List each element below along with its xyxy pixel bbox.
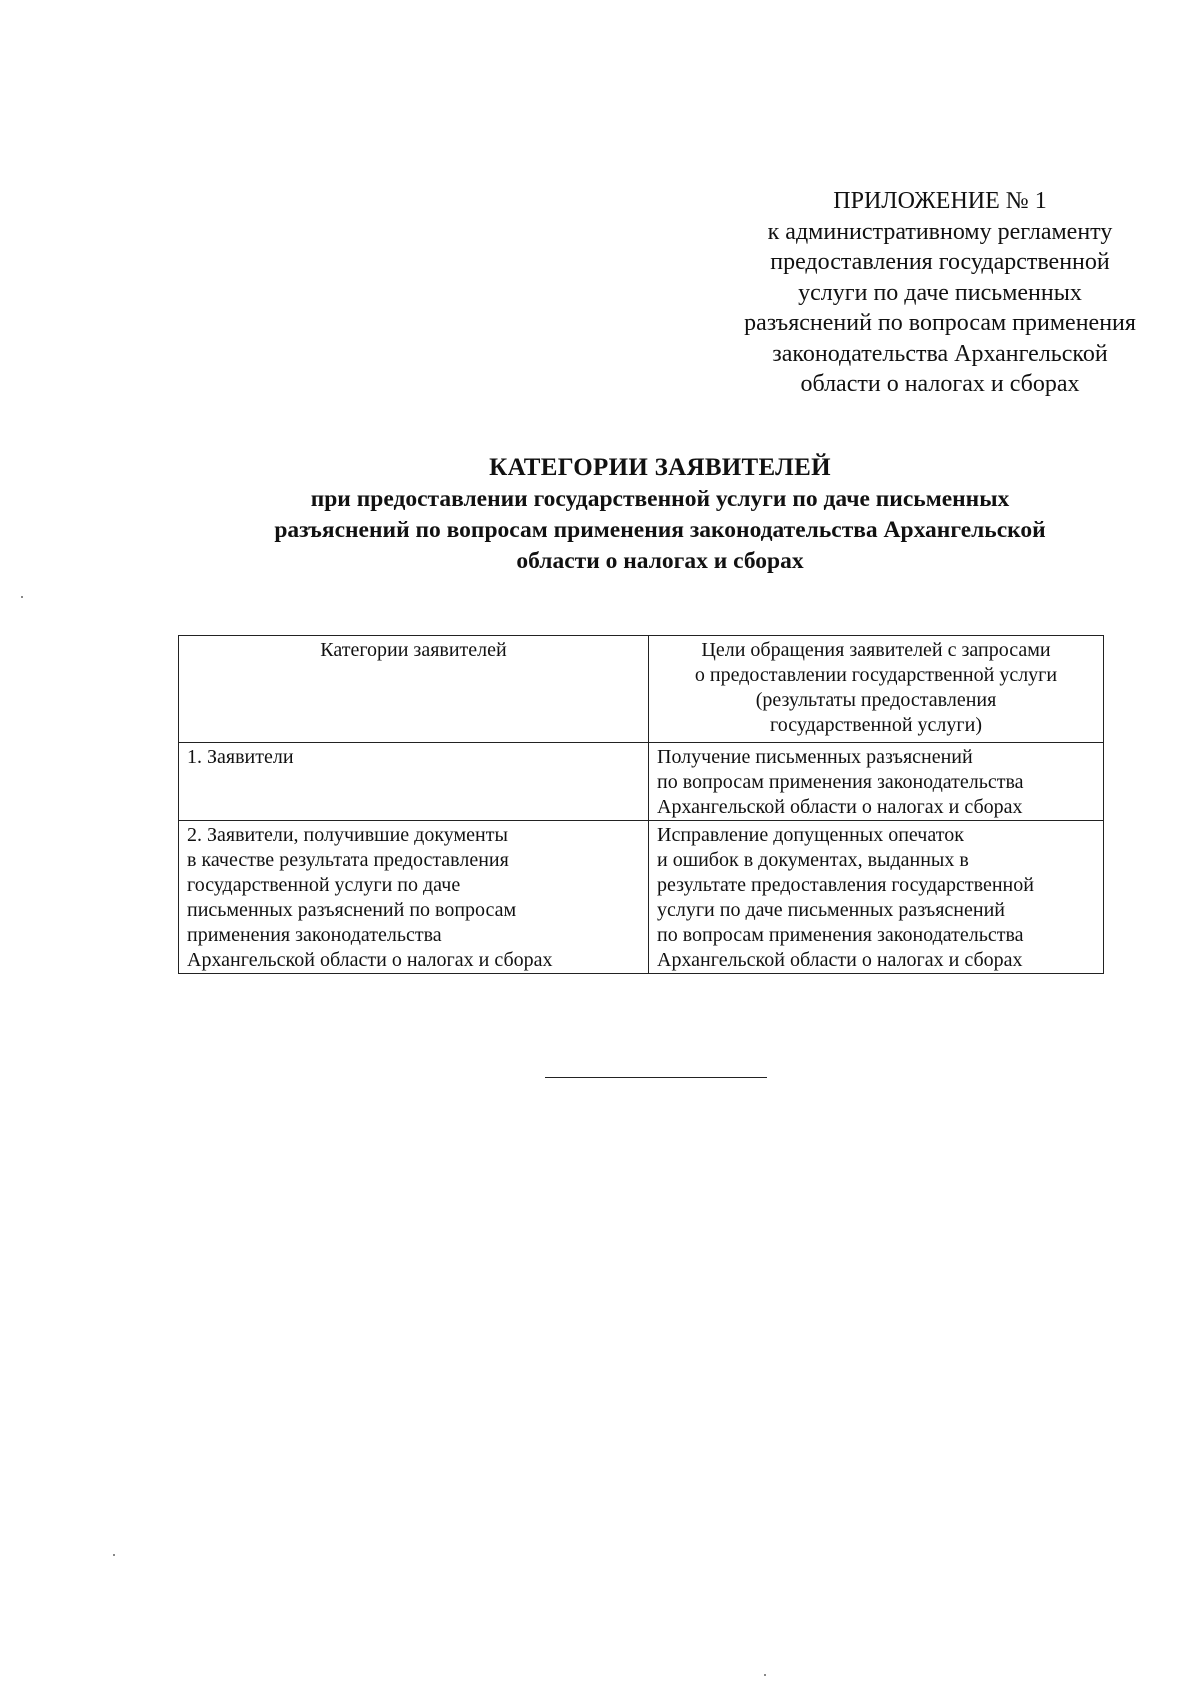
- table-header-row: [179, 636, 1104, 743]
- header-text: Цели обращения заявителей с запросами: [701, 639, 1051, 661]
- cell-text: по вопросам применения законодательства: [657, 924, 1024, 946]
- scan-speck: [764, 1674, 766, 1676]
- appendix-block: [660, 186, 1200, 400]
- table-row: [179, 821, 1104, 974]
- cell-text: Архангельской области о налогах и сборах: [657, 796, 1023, 818]
- scan-speck: [21, 596, 23, 598]
- header-text: (результаты предоставления: [755, 689, 997, 711]
- document-subtitle-line: разъяснений по вопросам применения законодательства Архангельской: [274, 517, 1046, 543]
- document-subtitle-line: при предоставлении государственной услуги по даче письменных: [310, 486, 1010, 512]
- header-text: о предоставлении государственной услуги: [694, 664, 1058, 686]
- header-text: государственной услуги): [770, 714, 982, 736]
- appendix-line: области о налогах и сборах: [800, 371, 1080, 397]
- table-row: [179, 743, 1104, 821]
- cell-text: в качестве результата предоставления: [187, 849, 509, 871]
- category-cell: [179, 821, 649, 974]
- cell-text: 1. Заявители: [187, 746, 294, 768]
- cell-text: Архангельской области о налогах и сборах: [187, 949, 553, 971]
- category-cell: [179, 743, 649, 821]
- cell-text: 2. Заявители, получившие документы: [187, 824, 508, 846]
- purpose-cell: [649, 821, 1104, 974]
- document-title: КАТЕГОРИИ ЗАЯВИТЕЛЕЙ: [489, 454, 831, 481]
- document-subtitle-line: области о налогах и сборах: [516, 548, 804, 574]
- end-separator-line: [545, 1077, 767, 1078]
- appendix-line: предоставления государственной: [770, 249, 1110, 275]
- header-text: Категории заявителей: [320, 639, 507, 661]
- scan-speck: [113, 1554, 115, 1556]
- cell-text: письменных разъяснений по вопросам: [187, 899, 517, 921]
- purpose-cell: [649, 743, 1104, 821]
- header-cell-purposes: [649, 636, 1104, 743]
- cell-text: государственной услуги по даче: [187, 874, 461, 896]
- appendix-line: услуги по даче письменных: [798, 279, 1082, 306]
- applicant-categories-table: [178, 635, 1104, 974]
- cell-text: результате предоставления государственной: [657, 874, 1034, 896]
- cell-text: Получение письменных разъяснений: [657, 746, 973, 768]
- cell-text: применения законодательства: [187, 924, 442, 946]
- cell-text: по вопросам применения законодательства: [657, 771, 1024, 793]
- cell-text: и ошибок в документах, выданных в: [657, 849, 969, 871]
- appendix-number: ПРИЛОЖЕНИЕ № 1: [833, 188, 1047, 214]
- appendix-line: разъяснений по вопросам применения: [744, 310, 1136, 336]
- header-cell-categories: [179, 636, 649, 743]
- cell-text: Архангельской области о налогах и сборах: [657, 949, 1023, 971]
- document-heading: [120, 452, 1200, 577]
- appendix-line: к административному регламенту: [767, 218, 1113, 245]
- cell-text: Исправление допущенных опечаток: [657, 824, 964, 846]
- appendix-line: законодательства Архангельской: [772, 340, 1108, 367]
- cell-text: услуги по даче письменных разъяснений: [657, 899, 1005, 921]
